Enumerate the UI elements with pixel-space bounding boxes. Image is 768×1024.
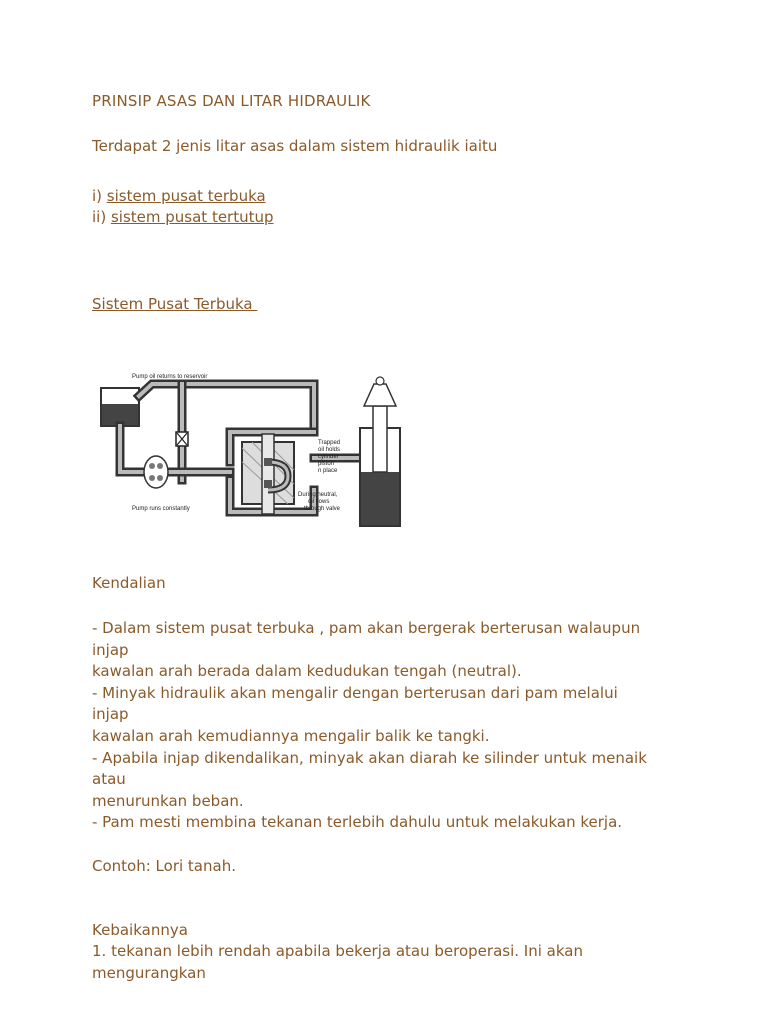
type-item-1 bbox=[92, 186, 266, 208]
label-trapped-line-2: oil holds bbox=[318, 447, 341, 453]
cylinder bbox=[360, 377, 400, 526]
kendalian-line-9: menurunkan beban. bbox=[92, 791, 244, 810]
label-neutral-line-1: During neutral, bbox=[298, 492, 338, 498]
control-valve bbox=[242, 434, 294, 514]
label-pump-oil-returns: Pump oil returns to reservoir bbox=[132, 374, 208, 380]
kendalian-line-8: atau bbox=[92, 770, 126, 789]
link-sistem-pusat-terbuka[interactable]: sistem pusat terbuka bbox=[106, 187, 266, 205]
page-title: PRINSIP ASAS DAN LITAR HIDRAULIK bbox=[92, 92, 371, 110]
kendalian-line-5: injap bbox=[92, 705, 129, 724]
kendalian-line-7: - Apabila injap dikendalikan, minyak akan diarah ke silinder untuk menaik bbox=[92, 748, 647, 767]
kendalian-heading: Kendalian bbox=[92, 574, 166, 592]
label-trapped-line-5: n place bbox=[318, 468, 338, 474]
kebaikan-line-1: 1. tekanan lebih rendah apabila bekerja atau beroperasi. Ini akan bbox=[92, 942, 583, 960]
kebaikan-heading: Kebaikannya bbox=[92, 921, 188, 939]
intro-text: Terdapat 2 jenis litar asas dalam sistem hidraulik iaitu bbox=[92, 137, 498, 155]
type-item-1-prefix: i) bbox=[92, 187, 107, 205]
kendalian-body bbox=[92, 618, 647, 834]
kebaikan-line-2: mengurangkan bbox=[92, 963, 206, 982]
label-pump-runs-constantly: Pump runs constantly bbox=[132, 506, 190, 512]
open-center-hydraulic-diagram bbox=[92, 362, 402, 530]
pump bbox=[144, 456, 168, 488]
label-trapped-line-1: Trapped bbox=[318, 440, 341, 446]
kendalian-line-10: - Pam mesti membina tekanan terlebih dahulu untuk melakukan kerja. bbox=[92, 813, 623, 832]
kendalian-line-6: kawalan arah kemudiannya mengalir balik ke tangki. bbox=[92, 726, 490, 745]
kendalian-line-4: - Minyak hidraulik akan mengalir dengan berterusan dari pam melalui bbox=[92, 683, 618, 702]
label-neutral-line-3: through valve bbox=[304, 506, 341, 512]
contoh-text: Contoh: Lori tanah. bbox=[92, 857, 236, 875]
type-item-2 bbox=[92, 207, 274, 229]
link-sistem-pusat-tertutup[interactable]: sistem pusat tertutup bbox=[110, 208, 274, 226]
kendalian-line-2: injap bbox=[92, 640, 129, 659]
label-during-neutral bbox=[298, 492, 341, 512]
label-neutral-line-2: oil flows bbox=[308, 499, 330, 505]
kendalian-line-3: kawalan arah berada dalam kedudukan tengah (neutral). bbox=[92, 662, 522, 681]
relief-valve bbox=[176, 432, 188, 446]
section-heading-link[interactable]: Sistem Pusat Terbuka bbox=[92, 295, 258, 313]
label-trapped-oil bbox=[318, 440, 340, 474]
kendalian-line-1: - Dalam sistem pusat terbuka , pam akan bergerak berterusan walaupun bbox=[92, 619, 641, 637]
label-trapped-line-3: cylinder bbox=[318, 454, 339, 460]
kebaikan-body bbox=[92, 941, 583, 984]
type-item-2-prefix: ii) bbox=[92, 208, 111, 226]
label-trapped-line-4: piston bbox=[318, 461, 335, 467]
reservoir bbox=[101, 388, 139, 426]
